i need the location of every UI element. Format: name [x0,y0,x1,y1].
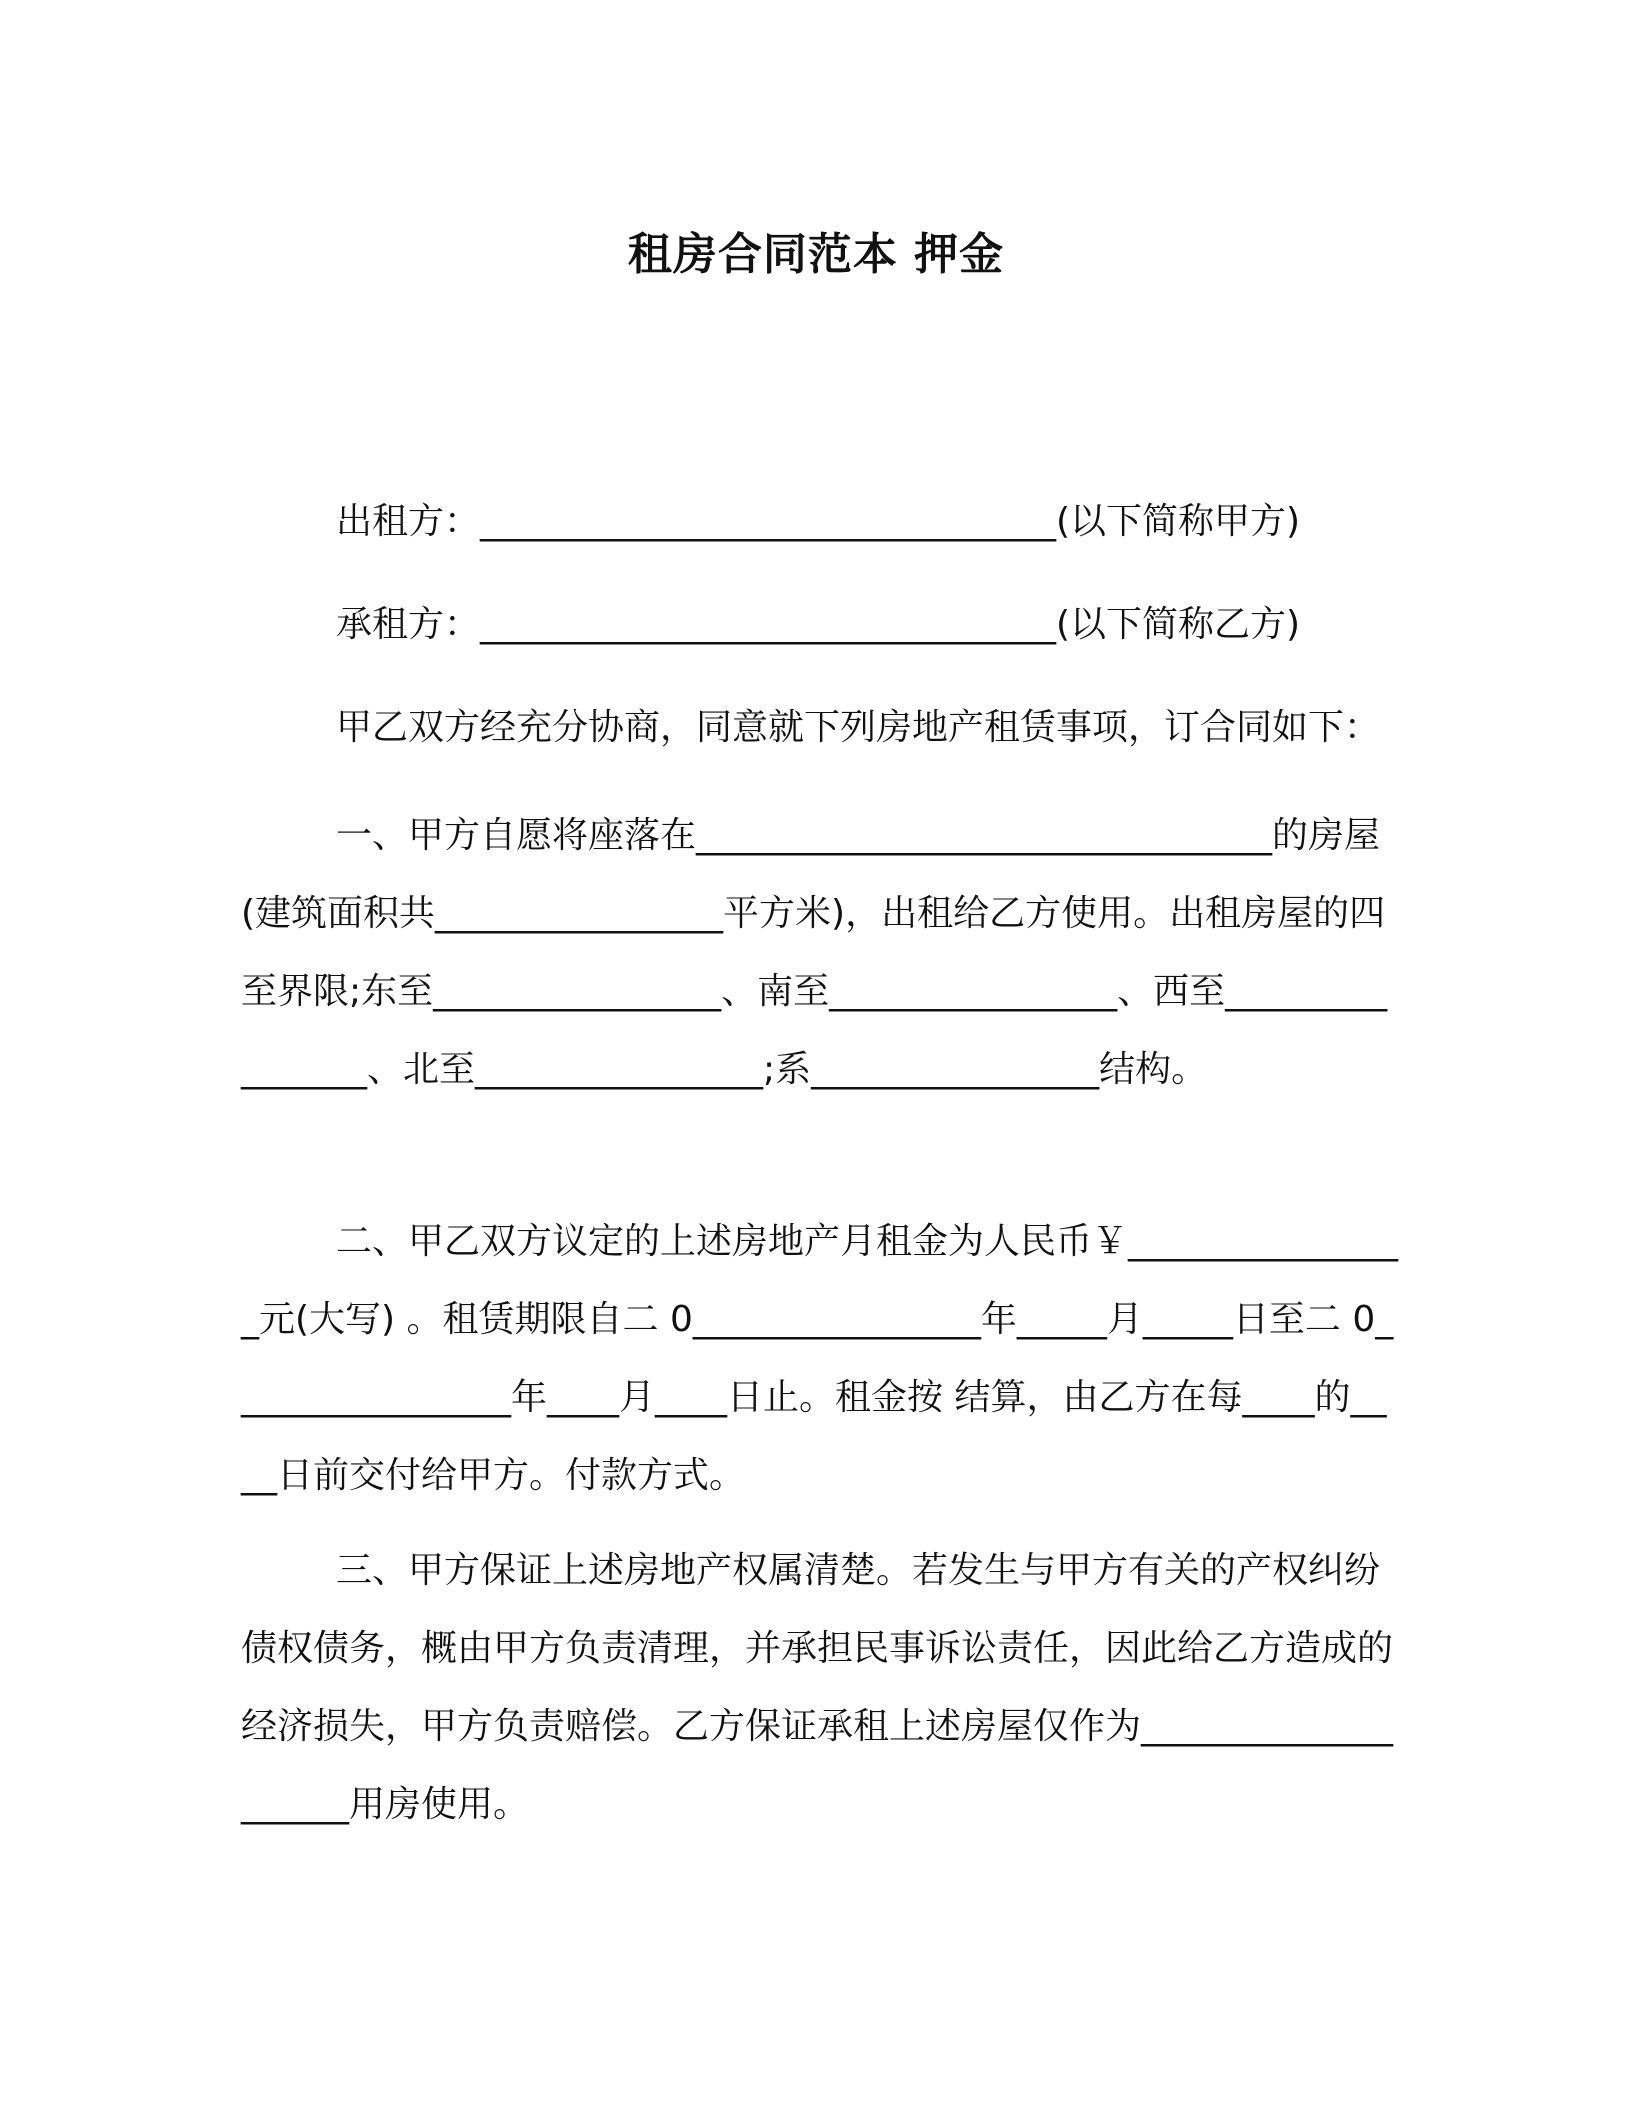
clause-3: 三、甲方保证上述房地产权属清楚。若发生与甲方有关的产权纠纷债权债务，概由甲方负责清理，并承担民事诉讼责任，因此给乙方造成的经济损失，甲方负责赔偿。乙方保证承租上述房屋仅作为____________________用房使用。 [241,1550,1394,1825]
intro-paragraph: 甲乙双方经充分协商，同意就下列房地产租赁事项，订合同如下： [336,707,1381,748]
page-title: 租房合同范本 押金 [627,229,1005,280]
clause-2: 二、甲乙双方议定的上述房地产月租金为人民币￥________________元(大写) 。租赁期限自二 0________________年_____月_____日至二 0________________年____月____日止。租金按 结算，由乙方在每____的____日前交付给甲方。付款方式。 [241,1221,1399,1496]
clause-1: 一、甲方自愿将座落在________________________________的房屋(建筑面积共________________平方米)，出租给乙方使用。出租房屋的四至界限;东至________________、南至________________、西至________________、北至________________;系________________结构。 [241,815,1388,1090]
lessor-line: 出租方：________________________________(以下简称甲方) [336,501,1301,542]
lessee-line: 承租方：________________________________(以下简称乙方) [336,604,1301,645]
